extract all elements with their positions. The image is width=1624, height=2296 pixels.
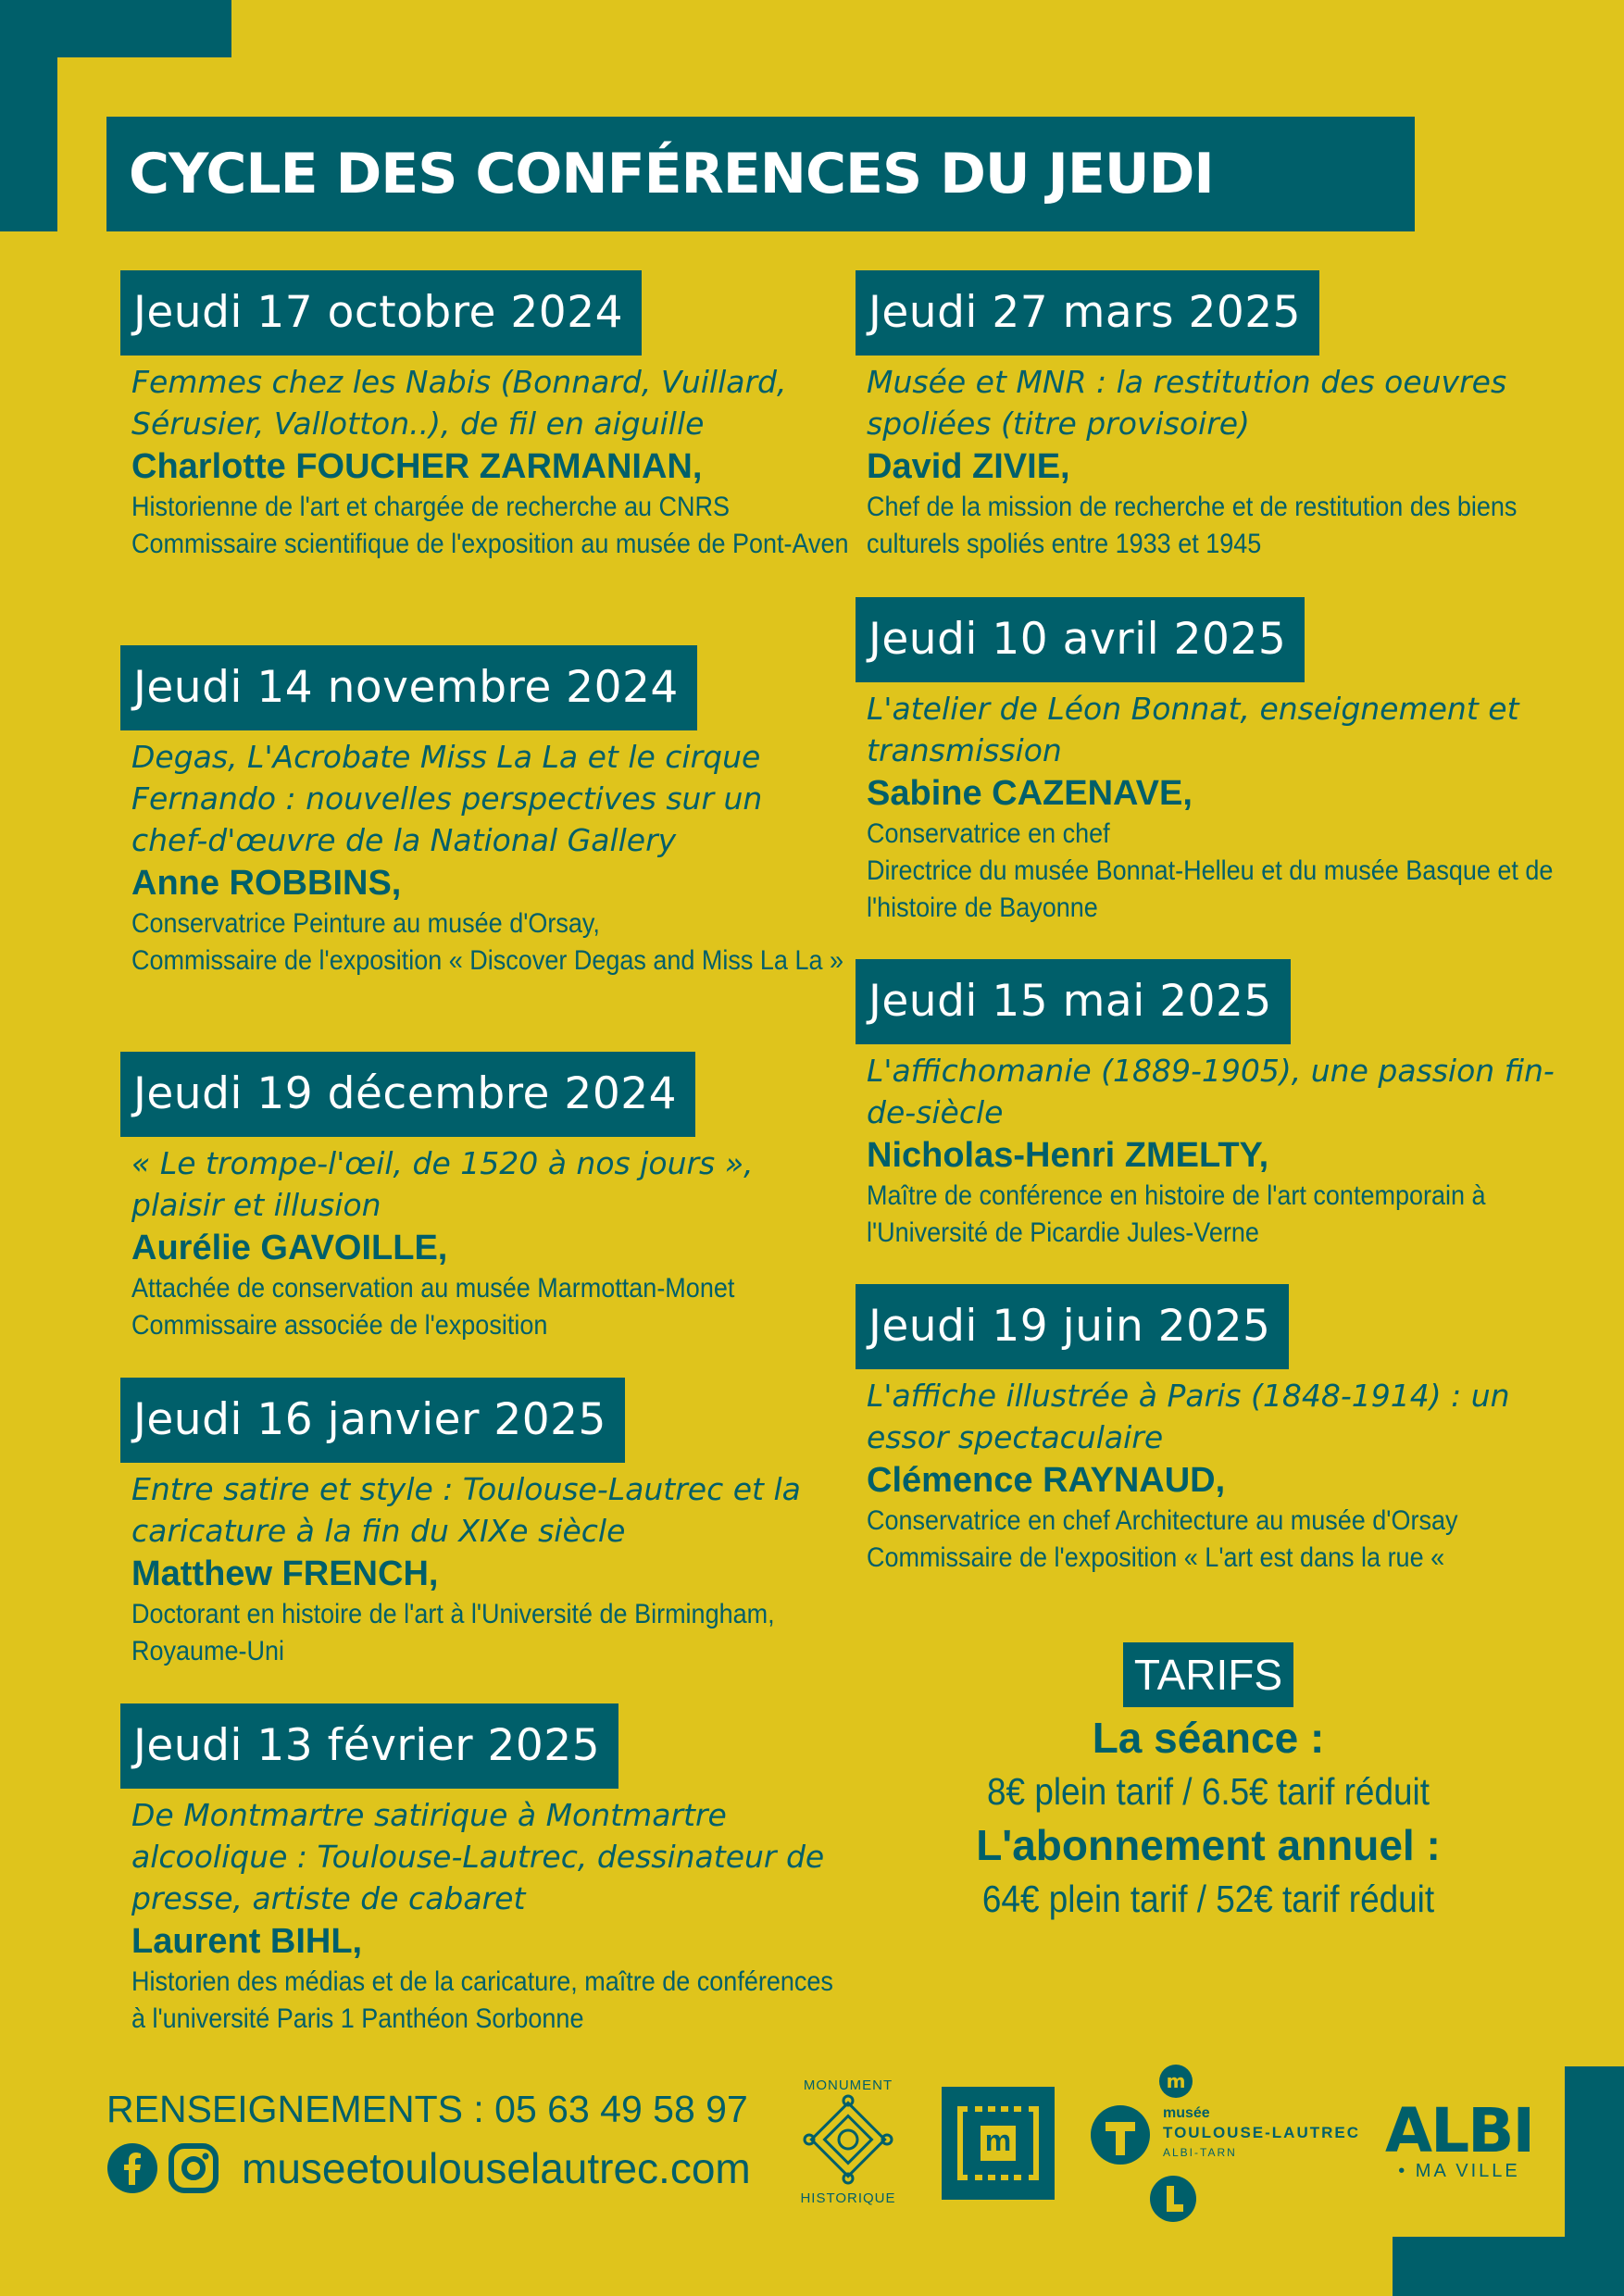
phone-info: RENSEIGNEMENTS : 05 63 49 58 97 (106, 2088, 748, 2130)
musees-letter: m (984, 2124, 1012, 2157)
event-right-1 (856, 270, 1559, 563)
event-speaker: Laurent BIHL, (131, 1922, 363, 1961)
event-desc-line: Directrice du musée Bonnat-Helleu et du musée Basque et de l'histoire de Bayonne (867, 855, 1554, 923)
mtl-line1: musée (1163, 2105, 1210, 2121)
event-date: Jeudi 15 mai 2025 (856, 959, 1291, 1044)
event-date: Jeudi 14 novembre 2024 (120, 645, 697, 730)
event-desc-line: Attachée de conservation au musée Marmottan-Monet (131, 1273, 735, 1304)
tarif-abonnement-prices: 64€ plein tarif / 52€ tarif réduit (981, 1878, 1435, 1920)
tarif-abonnement-heading: L'abonnement annuel : (976, 1821, 1441, 1869)
event-description (867, 816, 1569, 927)
event-title: De Montmartre satirique à Montmartre alcoolique : Toulouse-Lautrec, dessinateur de presse, artiste de cabaret (131, 1797, 825, 1916)
event-description (131, 1964, 853, 2038)
event-desc-line: Doctorant en histoire de l'art à l'Université de Birmingham, Royaume-Uni (131, 1599, 775, 1666)
event-description (867, 1178, 1569, 1252)
tarif-seance-heading: La séance : (1092, 1714, 1325, 1762)
event-speaker: Clémence RAYNAUD, (867, 1461, 1226, 1500)
event-desc-line: Commissaire associée de l'exposition (131, 1310, 548, 1341)
event-description (867, 489, 1569, 563)
event-speaker: David ZIVIE, (867, 447, 1070, 486)
tarifs-section (861, 1642, 1555, 1926)
event-description (131, 489, 853, 563)
event-title: Degas, L'Acrobate Miss La La et le cirque Fernando : nouvelles perspectives sur un chef-d'œuvre de la National Gallery (131, 739, 763, 858)
event-right-4 (856, 1284, 1559, 1577)
monument-label-top: MONUMENT (803, 2078, 893, 2093)
event-desc-line: Maître de conférence en histoire de l'art contemporain à l'Université de Picardie Jules-Verne (867, 1180, 1486, 1248)
logo-albi (1376, 2095, 1543, 2182)
event-title: L'atelier de Léon Bonnat, enseignement et transmission (867, 691, 1519, 768)
event-desc-line: Conservatrice Peinture au musée d'Orsay, (131, 908, 600, 939)
corner-left-bar (0, 0, 57, 231)
logo-monument-historique (794, 2078, 902, 2206)
corner-bottom-right-h (1393, 2237, 1624, 2296)
tarifs-label: TARIFS (1123, 1642, 1293, 1707)
instagram-icon[interactable] (168, 2142, 219, 2194)
event-desc-line: Historien des médias et de la caricature, maître de conférences à l'université Paris 1 Panthéon Sorbonne (131, 1966, 833, 2034)
event-title: Femmes chez les Nabis (Bonnard, Vuillard, Sérusier, Vallotton..), de fil en aiguille (131, 364, 787, 442)
monument-label-bottom: HISTORIQUE (800, 2190, 896, 2206)
event-right-3 (856, 959, 1559, 1252)
event-left-4 (120, 1378, 843, 1670)
event-right-2 (856, 597, 1559, 927)
event-speaker: Charlotte FOUCHER ZARMANIAN, (131, 447, 703, 486)
event-left-2 (120, 645, 843, 980)
event-desc-line: Chef de la mission de recherche et de restitution des biens culturels spoliés entre 1933 et 1945 (867, 492, 1518, 559)
event-speaker: Nicholas-Henri ZMELTY, (867, 1136, 1269, 1175)
event-date: Jeudi 10 avril 2025 (856, 597, 1305, 682)
event-left-1 (120, 270, 849, 563)
event-speaker: Sabine CAZENAVE, (867, 774, 1193, 813)
event-title: L'affichomanie (1889-1905), une passion fin-de-siècle (867, 1053, 1555, 1130)
event-speaker: Matthew FRENCH, (131, 1554, 439, 1593)
page-title: CYCLE DES CONFÉRENCES DU JEUDI (106, 117, 1415, 231)
event-description (131, 1596, 853, 1670)
mtl-line3: ALBI-TARN (1163, 2146, 1237, 2159)
event-date: Jeudi 13 février 2025 (120, 1703, 618, 1789)
event-date: Jeudi 27 mars 2025 (856, 270, 1319, 356)
event-desc-line: Commissaire scientifique de l'exposition au musée de Pont-Aven (131, 529, 849, 559)
event-desc-line: Conservatrice en chef (867, 818, 1110, 849)
mtl-l-icon (1148, 2174, 1198, 2224)
event-title: « Le trompe-l'œil, de 1520 à nos jours », plaisir et illusion (131, 1145, 754, 1223)
event-description (131, 905, 853, 980)
event-speaker: Anne ROBBINS, (131, 864, 402, 903)
albi-subtitle: • MA VILLE (1398, 2161, 1520, 2181)
event-speaker: Aurélie GAVOILLE, (131, 1229, 448, 1267)
event-desc-line: Commissaire de l'exposition « Discover Degas and Miss La La » (131, 945, 844, 976)
facebook-icon[interactable] (106, 2142, 158, 2194)
event-left-5 (120, 1703, 843, 2038)
event-description (867, 1503, 1569, 1577)
tarif-seance-prices: 8€ plein tarif / 6.5€ tarif réduit (987, 1770, 1430, 1813)
social-row (106, 2142, 751, 2194)
event-title: Entre satire et style : Toulouse-Lautrec et la caricature à la fin du XIXe siècle (131, 1471, 801, 1549)
svg-text:m: m (1166, 2070, 1186, 2092)
monument-emblem-icon (802, 2093, 894, 2186)
event-date: Jeudi 17 octobre 2024 (120, 270, 642, 356)
event-date: Jeudi 16 janvier 2025 (120, 1378, 625, 1463)
event-desc-line: Commissaire de l'exposition « L'art est dans la rue « (867, 1542, 1445, 1573)
event-date: Jeudi 19 décembre 2024 (120, 1052, 695, 1137)
event-left-3 (120, 1052, 843, 1344)
contact-section (106, 2081, 751, 2194)
albi-wordmark: ALBI (1385, 2095, 1533, 2166)
event-date: Jeudi 19 juin 2025 (856, 1284, 1289, 1369)
website-link[interactable]: museetoulouselautrec.com (242, 2144, 751, 2192)
event-desc-line: Historienne de l'art et chargée de recherche au CNRS (131, 492, 731, 522)
mtl-m-icon (1157, 2063, 1194, 2100)
event-title: Musée et MNR : la restitution des oeuvres spoliées (titre provisoire) (867, 364, 1507, 442)
logo-musee-toulouse-lautrec (1087, 2063, 1365, 2211)
logo-musees-de-france (942, 2087, 1055, 2200)
event-desc-line: Conservatrice en chef Architecture au musée d'Orsay (867, 1505, 1458, 1536)
event-description (131, 1270, 853, 1344)
event-title: L'affiche illustrée à Paris (1848-1914) : un essor spectaculaire (867, 1378, 1510, 1455)
mtl-line2: TOULOUSE-LAUTREC (1163, 2124, 1361, 2141)
